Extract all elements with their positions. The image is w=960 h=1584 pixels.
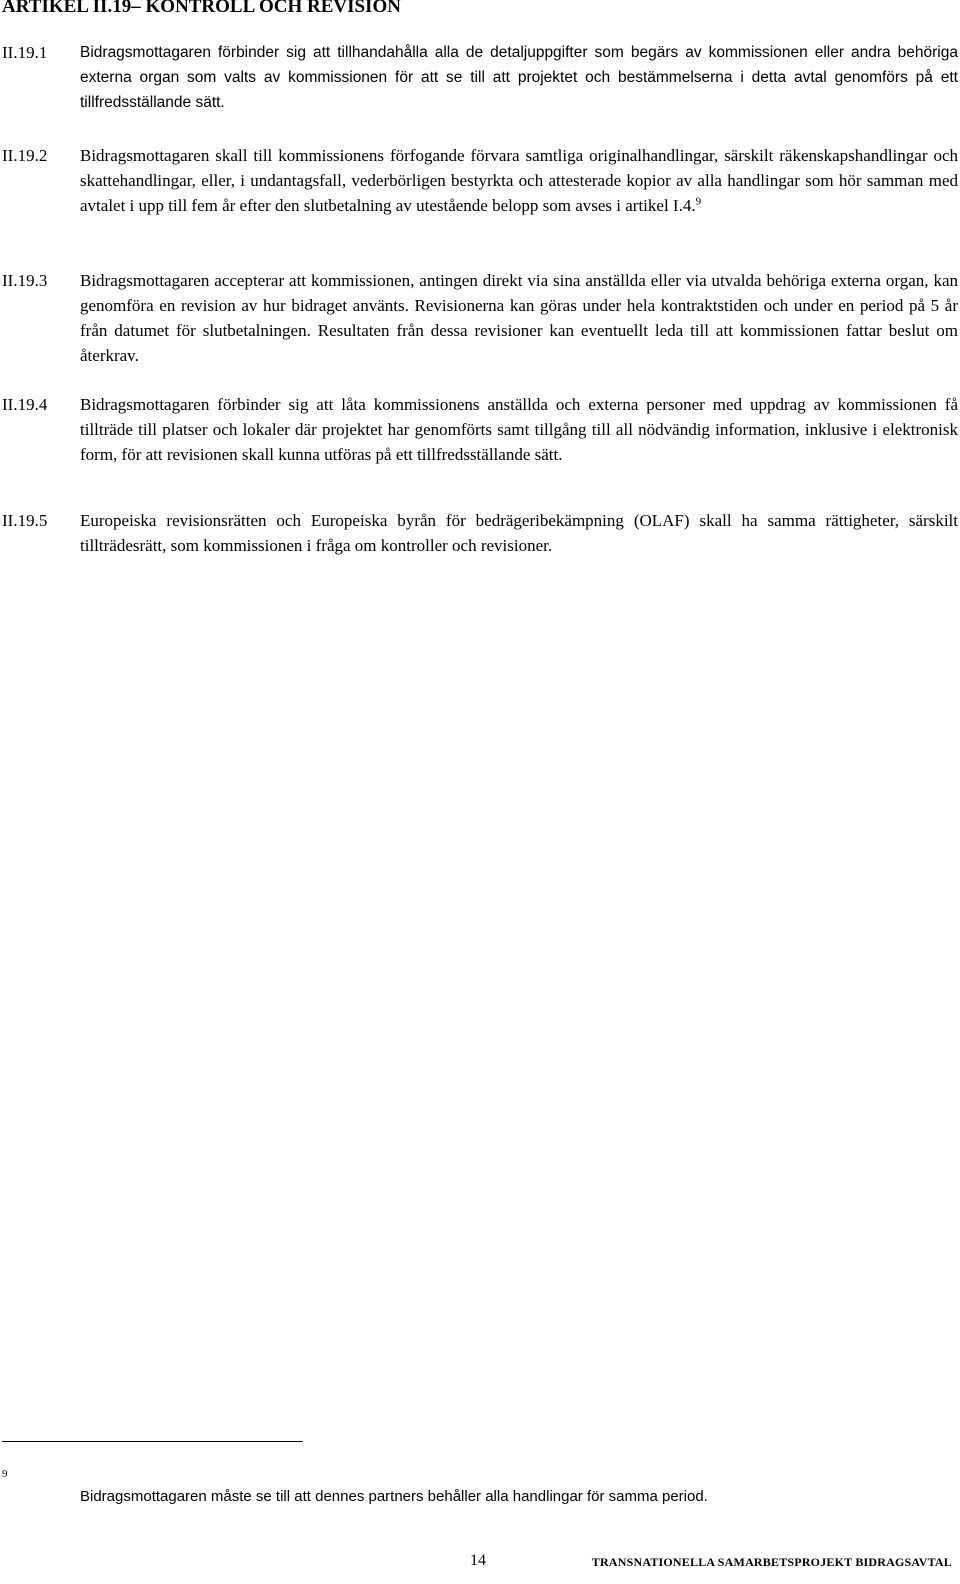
section-text: Bidragsmottagaren accepterar att kommissionen, antingen direkt via sina anställda eller via utvalda behöriga externa organ, kan genomföra en revision av hur bidraget använts. Revisionerna kan göras under hela kontraktstiden och under en period på 5 år från datumet för slutbetalningen. Resultaten från dessa revisioner kan eventuellt leda till att kommissionen fattar beslut om återkrav. <box>80 271 958 365</box>
section-text-content: Bidragsmottagaren skall till kommissionens förfogande förvara samtliga originalhandlingar, särskilt räkenskapshandlingar och skattehandlingar, eller, i undantagsfall, vederbörligen bestyrkta och attesterade kopior av alla handlingar som hör samman med avtalet i upp till fem år efter den slutbetalning av utestående belopp som avses i artikel I.4. <box>80 146 958 215</box>
section-number: II.19.4 <box>2 395 48 414</box>
footnote-separator <box>2 1441 303 1442</box>
section-number: II.19.2 <box>2 146 48 165</box>
section-number: II.19.3 <box>2 271 48 290</box>
article-heading: ARTIKEL II.19– KONTROLL OCH REVISION <box>2 0 401 17</box>
document-title: TRANSNATIONELLA SAMARBETSPROJEKT BIDRAGSAVTAL <box>591 1555 952 1569</box>
section-text <box>80 143 958 218</box>
section-text: Bidragsmottagaren förbinder sig att låta kommissionens anställda och externa personer med uppdrag av kommissionen få tillträde till platser och lokaler där projektet har genomförts samt tillgång till all nödvändig information, inklusive i elektronisk form, för att revisionen skall kunna utföras på ett tillfredsställande sätt. <box>80 395 958 464</box>
footnote-reference[interactable]: 9 <box>695 195 702 208</box>
section-number: II.19.5 <box>2 511 48 530</box>
section-text: Bidragsmottagaren förbinder sig att tillhandahålla alla de detaljuppgifter som begärs av kommissionen eller andra behöriga externa organ som valts av kommissionen för att se till att projektet och bestämmelserna i detta avtal genomförs på ett tillfredsställande sätt. <box>80 44 958 111</box>
section-text: Europeiska revisionsrätten och Europeiska byrån för bedrägeribekämpning (OLAF) skall ha samma rättigheter, särskilt tillträdesrätt, som kommissionen i fråga om kontroller och revisioner. <box>80 511 958 555</box>
footnote-number: 9 <box>2 1468 8 1480</box>
footnote-text: Bidragsmottagaren måste se till att dennes partners behåller alla handlingar för samma period. <box>80 1488 708 1505</box>
section-number: II.19.1 <box>2 43 48 62</box>
page-number: 14 <box>470 1552 486 1569</box>
